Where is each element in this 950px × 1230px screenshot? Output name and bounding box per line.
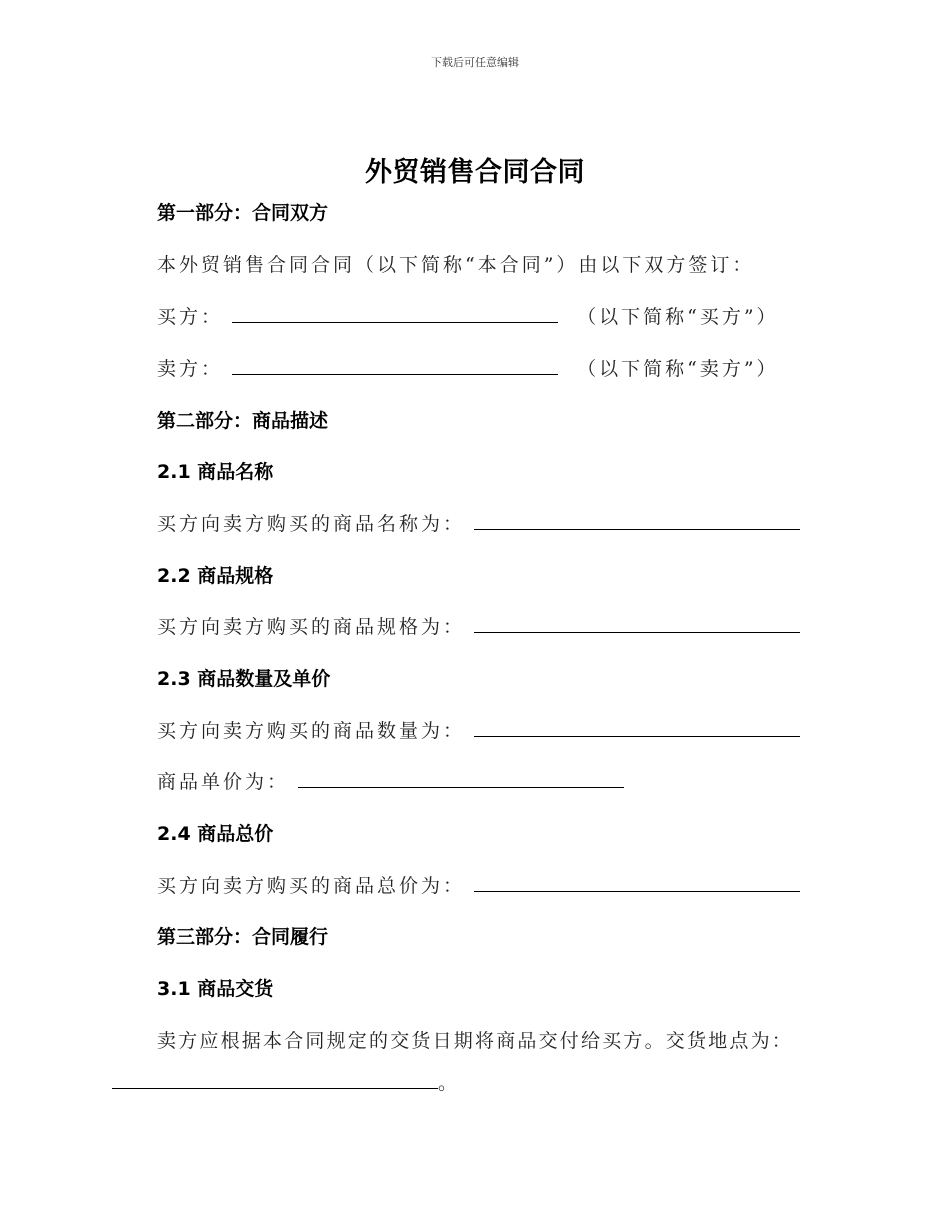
document-title: 外贸销售合同合同	[365, 157, 585, 188]
section-2-4-line	[157, 871, 800, 898]
section-2-2-heading: 2.2 商品规格	[157, 565, 274, 587]
delivery-place-end: 。	[438, 1072, 461, 1094]
unit-price-line	[157, 767, 624, 794]
section-2-2-line	[157, 612, 800, 639]
part3-heading: 第三部分：合同履行	[157, 926, 329, 948]
product-spec-blank[interactable]	[474, 631, 800, 633]
section-2-1-line	[157, 509, 800, 536]
product-quantity-blank[interactable]	[474, 735, 800, 737]
buyer-line	[157, 302, 779, 329]
buyer-suffix: （以下简称“买方”）	[577, 306, 779, 328]
section-2-4-heading: 2.4 商品总价	[157, 823, 274, 845]
product-name-label: 买方向卖方购买的商品名称为：	[157, 513, 466, 535]
section-2-3-line	[157, 716, 800, 743]
buyer-blank[interactable]	[232, 321, 558, 323]
seller-suffix: （以下简称“卖方”）	[577, 358, 779, 380]
seller-blank[interactable]	[232, 373, 558, 375]
header-note: 下载后可任意编辑	[431, 56, 519, 69]
delivery-place-blank[interactable]	[112, 1087, 438, 1089]
part1-intro: 本外贸销售合同合同（以下简称“本合同”）由以下双方签订：	[157, 254, 755, 276]
part1-heading: 第一部分：合同双方	[157, 202, 329, 224]
total-price-label: 买方向卖方购买的商品总价为：	[157, 875, 466, 897]
part2-heading: 第二部分：商品描述	[157, 410, 329, 432]
unit-price-label: 商品单价为：	[157, 771, 290, 793]
section-3-1-heading: 3.1 商品交货	[157, 978, 274, 1000]
product-spec-label: 买方向卖方购买的商品规格为：	[157, 616, 466, 638]
total-price-blank[interactable]	[474, 890, 800, 892]
delivery-place-line	[112, 1068, 460, 1095]
seller-label: 卖方：	[157, 358, 224, 380]
buyer-label: 买方：	[157, 306, 224, 328]
section-2-3-heading: 2.3 商品数量及单价	[157, 668, 331, 690]
product-name-blank[interactable]	[474, 528, 800, 530]
section-2-1-heading: 2.1 商品名称	[157, 461, 274, 483]
unit-price-blank[interactable]	[298, 786, 624, 788]
seller-line	[157, 354, 779, 381]
section-3-1-text: 卖方应根据本合同规定的交货日期将商品交付给买方。交货地点为：	[157, 1030, 794, 1052]
product-quantity-label: 买方向卖方购买的商品数量为：	[157, 720, 466, 742]
